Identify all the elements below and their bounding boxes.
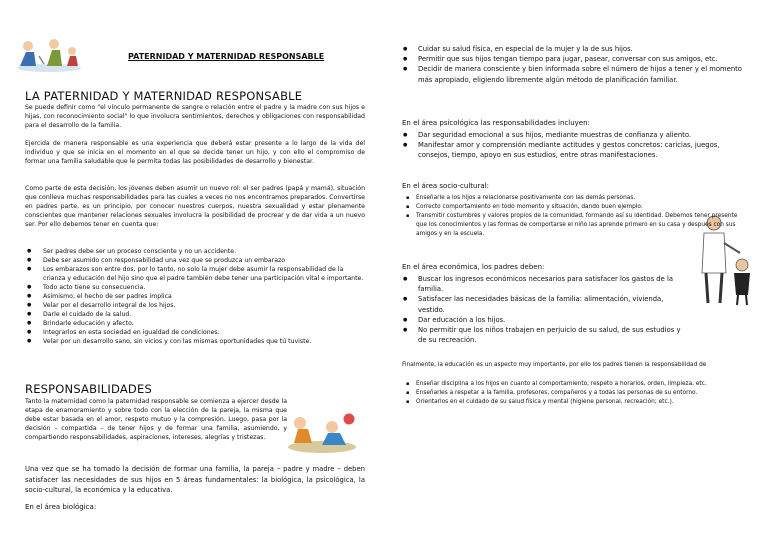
list-item: ● Cuidar su salud física, en especial de la mujer y la de sus hijos. [402, 44, 742, 54]
list-item: ● Manifestar amor y comprensión mediante actitudes y gestos concretos: caricias, juegos, consejos, tiempo, apoyo en sus estudios, entre otras manifestaciones. [402, 140, 742, 160]
document-title: PATERNIDAD Y MATERNIDAD RESPONSABLE [128, 52, 325, 61]
list-item: ● Velar por un desarrollo sano, sin vicios y con las mismas oportunidades que tú tuviste. [25, 337, 365, 346]
list-item: ▪ Enseñar disciplina a los hijos en cuanto al comportamiento, respeto a horarios, orden, limpieza, etc. [402, 380, 742, 389]
list-item: ● Buscar los ingresos económicos necesarios para satisfacer los gastos de la familia. [402, 274, 690, 294]
decision-paragraph: Como parte de esta decisión, los jóvenes deben asumir un nuevo rol: el ser padres (papá y mamá), situación que conlleva muchas responsabilidades para las cuales a veces no nos encontramos preparados. Convertirse en padres parte, es un principio, por conocer nuestros cuerpos, nuestra sexualidad y estar plenamente conscientes que mantener relaciones sexuales involucra la posibilidad de procrear y de dar vida a un nuevo ser. Por ello debemos tener en cuenta que: [25, 185, 365, 228]
parent-considerations-list [25, 247, 365, 346]
list-item: ● Permitir que sus hijos tengan tiempo para jugar, pasear, conversar con sus amigos, etc. [402, 54, 742, 64]
right-column [402, 0, 752, 543]
section-heading-main: LA PATERNIDAD Y MATERNIDAD RESPONSABLE [25, 89, 303, 103]
economic-area-label: En el área económica, los padres deben: [402, 263, 545, 271]
psychological-area-label: En el área psicológica las responsabilidades incluyen: [402, 119, 590, 127]
list-item: ▪ Orientarlos en el cuidado de su salud física y mental (higiene personal, recreación; etc.). [402, 398, 742, 407]
left-column [25, 0, 370, 543]
list-item: ● Dar educación a los hijos. [402, 315, 690, 325]
list-item: ● Debe ser asumido con responsabilidad una vez que se produzca un embarazo [25, 256, 365, 265]
list-item: ▪ Transmitir costumbres y valores propios de la comunidad, formando así su identidad. Debemos tener presente que los conocimientos y las formas de comportarse el niño las aprende primero en su casa y después con sus amigos y en la escuela. [402, 212, 742, 239]
responsibility-paragraph: Ejercida de manera responsable es una experiencia que deberá estar presente a lo largo de la vida del individuo y que se inicia en el momento en el que se decide tener un hijo, y con ello el compromiso de formar una familia saludable que le permita todas las posibilidades de desarrollo y bienestar. [25, 140, 365, 165]
list-item: ● Integrarlos en esta sociedad en igualdad de condiciones. [25, 328, 365, 337]
responsibilities-paragraph: Tanto la maternidad como la paternidad responsable se comienza a ejercer desde la etapa de enamoramiento y sobre todo con la elección de la pareja, la misma que debe estar basada en el amor, respeto mutuo y la compresión. Luego, pasa por la decisión – compartida – de tener hijos y de formar una familia, asumiendo, y compartiendo responsabilidades, aspiraciones, intereses, alegrías y tristezas. [25, 398, 287, 441]
family-needs-paragraph: Una vez que se ha tomado la decisión de formar una familia, la pareja – padre y madre – deben satisfacer las necesidades de sus hijos en 5 áreas fundamentales: la biológica, la psicológica, la socio-cultural, la económica y la educativa. [25, 465, 365, 494]
list-item: ● Brindarle educación y afecto. [25, 319, 365, 328]
list-item: ● Decidir de manera consciente y bien informada sobre el número de hijos a tener y el momento más apropiado, eligiendo libremente algún método de planificación familiar. [402, 64, 742, 84]
list-item: ▪ Enseñarles a respetar a la familia, profesores, compañeros y a todas las personas de su entorno. [402, 389, 742, 398]
socio-cultural-area-label: En el área socio-cultural: [402, 182, 489, 190]
list-item: ● Asimismo, el hecho de ser padres implica [25, 292, 365, 301]
list-item: ● Satisfacer las necesidades básicas de la familia: alimentación, vivienda, vestido. [402, 294, 690, 314]
list-item: ● Los embarazos son entre dos, por lo tanto, no solo la mujer debe asumir la responsabilidad de la crianza y educación del hijo sino que el padre también debe tener una participación vital e importante. [25, 265, 365, 283]
section-heading-responsibilities: RESPONSABILIDADES [25, 382, 152, 396]
list-item: ● Velar por el desarrollo integral de los hijos. [25, 301, 365, 310]
list-item: ● Dar seguridad emocional a sus hijos, mediante muestras de confianza y aliento. [402, 130, 742, 140]
education-list [402, 380, 742, 407]
list-item: ● Ser padres debe ser un proceso consciente y no un accidente. [25, 247, 365, 256]
list-item: ▪ Enseñarle a los hijos a relacionarse positivamente con las demás personas. [402, 194, 742, 203]
definition-paragraph: Se puede definir como "el vínculo permanente de sangre o relación entre el padre y la madre con sus hijos e hijas, con reconocimiento social" lo que involucra sentimientos, derechos y obligaciones con responsabilidad para el desarrollo de la familia. [25, 104, 365, 129]
biological-list [402, 44, 742, 85]
biological-area-label: En el área biológica: [25, 503, 97, 511]
economic-list [402, 274, 690, 345]
psychological-list [402, 130, 742, 161]
socio-cultural-list [402, 194, 742, 239]
list-item: ▪ Correcto comportamiento en todo momento y situación, dando buen ejemplo. [402, 203, 742, 212]
list-item: ● Todo acto tiene su consecuencia. [25, 283, 365, 292]
final-paragraph: Finalmente, la educación es un aspecto muy importante, por ello los padres tienen la responsabilidad de [402, 362, 707, 368]
list-item: ● No permitir que los niños trabajen en perjuicio de su salud, de sus estudios y de su recreación. [402, 325, 690, 345]
list-item: ● Darle el cuidado de la salud. [25, 310, 365, 319]
